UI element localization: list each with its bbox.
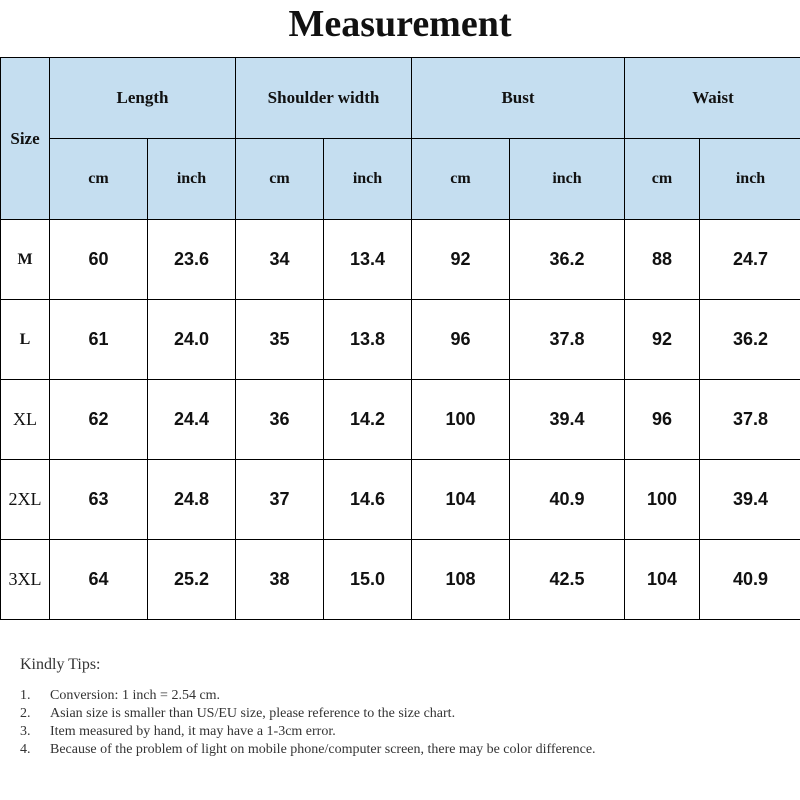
table-cell: 13.4 — [324, 220, 412, 300]
table-cell: 61 — [50, 300, 148, 380]
shoulder-width-header: Shoulder width — [236, 58, 412, 139]
table-cell: 24.0 — [148, 300, 236, 380]
tip-number: 3. — [20, 724, 31, 739]
tip-number: 2. — [20, 706, 31, 721]
table-cell: 104 — [412, 460, 510, 540]
table-cell: 39.4 — [510, 380, 625, 460]
table-row — [1, 300, 800, 380]
unit-header: inch — [148, 139, 236, 220]
table-cell: 36.2 — [510, 220, 625, 300]
unit-header-row — [1, 139, 800, 220]
table-cell: 42.5 — [510, 540, 625, 620]
size-header: Size — [1, 58, 50, 220]
unit-header: cm — [236, 139, 324, 220]
table-cell: 88 — [625, 220, 700, 300]
table-row — [1, 380, 800, 460]
size-label: 2XL — [1, 460, 50, 540]
table-cell: 37 — [236, 460, 324, 540]
table-cell: 37.8 — [510, 300, 625, 380]
table-cell: 62 — [50, 380, 148, 460]
table-cell: 39.4 — [700, 460, 800, 540]
kindly-tips — [20, 655, 780, 759]
table-cell: 24.7 — [700, 220, 800, 300]
tip-item — [20, 723, 780, 741]
size-label: 3XL — [1, 540, 50, 620]
table-cell: 38 — [236, 540, 324, 620]
waist-header: Waist — [625, 58, 800, 139]
table-cell: 64 — [50, 540, 148, 620]
unit-header: cm — [50, 139, 148, 220]
page-title: Measurement — [288, 3, 512, 45]
table-cell: 40.9 — [700, 540, 800, 620]
table-cell: 104 — [625, 540, 700, 620]
tip-item — [20, 687, 780, 705]
size-label: XL — [1, 380, 50, 460]
table-cell: 60 — [50, 220, 148, 300]
table-cell: 100 — [412, 380, 510, 460]
table-cell: 108 — [412, 540, 510, 620]
table-cell: 14.6 — [324, 460, 412, 540]
size-label: M — [1, 220, 50, 300]
table-cell: 24.4 — [148, 380, 236, 460]
tips-title: Kindly Tips: — [20, 656, 101, 673]
table-cell: 13.8 — [324, 300, 412, 380]
table-cell: 40.9 — [510, 460, 625, 540]
bust-header: Bust — [412, 58, 625, 139]
table-cell: 96 — [625, 380, 700, 460]
table-cell: 92 — [412, 220, 510, 300]
tips-list — [20, 687, 780, 759]
size-label: L — [1, 300, 50, 380]
table-cell: 63 — [50, 460, 148, 540]
tip-number: 4. — [20, 742, 31, 757]
table-cell: 36 — [236, 380, 324, 460]
table-cell: 25.2 — [148, 540, 236, 620]
table-cell: 92 — [625, 300, 700, 380]
table-cell: 36.2 — [700, 300, 800, 380]
unit-header: cm — [412, 139, 510, 220]
tip-item — [20, 705, 780, 723]
size-chart-table — [0, 57, 800, 620]
length-header: Length — [50, 58, 236, 139]
unit-header: inch — [324, 139, 412, 220]
tip-item — [20, 741, 780, 759]
unit-header: inch — [700, 139, 800, 220]
table-cell: 100 — [625, 460, 700, 540]
table-cell: 34 — [236, 220, 324, 300]
table-row — [1, 220, 800, 300]
table-row — [1, 460, 800, 540]
table-cell: 37.8 — [700, 380, 800, 460]
table-cell: 24.8 — [148, 460, 236, 540]
table-cell: 23.6 — [148, 220, 236, 300]
tip-text: Asian size is smaller than US/EU size, please reference to the size chart. — [50, 706, 456, 721]
tip-text: Item measured by hand, it may have a 1-3cm error. — [50, 724, 336, 739]
table-cell: 35 — [236, 300, 324, 380]
tip-text: Conversion: 1 inch = 2.54 cm. — [50, 688, 221, 703]
table-cell: 14.2 — [324, 380, 412, 460]
group-header-row — [1, 58, 800, 139]
table-cell: 96 — [412, 300, 510, 380]
tip-number: 1. — [20, 688, 31, 703]
tip-text: Because of the problem of light on mobile phone/computer screen, there may be color difference. — [50, 742, 596, 757]
table-row — [1, 540, 800, 620]
unit-header: cm — [625, 139, 700, 220]
unit-header: inch — [510, 139, 625, 220]
table-cell: 15.0 — [324, 540, 412, 620]
